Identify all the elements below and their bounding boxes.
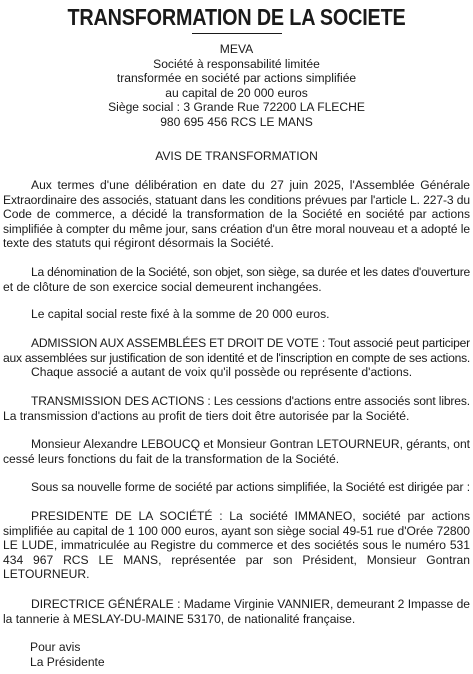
paragraph-line: Chaque associé a autant de voix qu'il possède ou représente d'actions.	[31, 365, 413, 380]
paragraph-voting-rights	[3, 336, 470, 380]
paragraph-line: La dénomination de la Société, son objet, son siège, sa durée et les dates d'ouverture	[31, 265, 470, 279]
paragraph-line: Extraordinaire des associés, statuant dans les conditions prévues par l'article L. 227-3 du	[3, 192, 470, 207]
company-form: Société à responsabilité limitée	[153, 56, 320, 71]
paragraph-general-director	[3, 597, 470, 626]
notice-heading: AVIS DE TRANSFORMATION	[155, 149, 318, 163]
paragraph-line: PRESIDENTE DE LA SOCIÉTÉ : La société IMMANEO, société par actions	[31, 509, 470, 523]
paragraph-share-transfer	[3, 394, 470, 423]
paragraph-line: Code de commerce, a décidé la transformation de la Société en société par actions	[3, 207, 470, 222]
paragraph-line: Le capital social reste fixé à la somme de 20 000 euros.	[31, 307, 330, 321]
company-address: Siège social : 3 Grande Rue 72200 LA FLECHE	[108, 100, 365, 115]
paragraph-line: Monsieur Alexandre LEBOUCQ et Monsieur Gontran LETOURNEUR, gérants, ont	[31, 437, 470, 451]
paragraph-line: simplifiée à compter du même jour, sans création d'un être moral nouveau et a adopté le	[3, 221, 470, 236]
paragraph-direction	[3, 480, 470, 495]
paragraph-line: LETOURNEUR.	[3, 567, 90, 582]
company-registration: 980 695 456 RCS LE MANS	[160, 114, 313, 129]
paragraph-line: la tannerie à MESLAY-DU-MAINE 53170, de nationalité française.	[3, 611, 356, 626]
paragraph-line: Aux termes d'une délibération en date du 27 juin 2025, l'Assemblée Générale	[31, 178, 470, 192]
paragraph-line: La transmission d'actions au profit de tiers doit être autorisée par la Société.	[3, 408, 410, 423]
paragraph-line: LE LUDE, immatriculée au Registre du commerce et des sociétés sous le numéro 531	[3, 538, 470, 553]
notice-title: TRANSFORMATION DE LA SOCIETE	[67, 4, 406, 30]
paragraph-line: DIRECTRICE GÉNÉRALE : Madame Virginie VANNIER, demeurant 2 Impasse de	[31, 597, 470, 611]
paragraph-line: et de clôture de son exercice social demeurent inchangées.	[3, 279, 322, 294]
paragraph-line: Sous sa nouvelle forme de société par actions simplifiée, la Société est dirigée par :	[31, 480, 470, 494]
paragraph-line: TRANSMISSION DES ACTIONS : Les cessions d'actions entre associés sont libres.	[31, 394, 470, 408]
paragraph-line: texte des statuts qui régiront désormais la Société.	[3, 236, 274, 251]
company-capital: au capital de 20 000 euros	[165, 85, 308, 100]
company-name: MEVA	[219, 42, 254, 56]
signature-block	[30, 640, 105, 669]
company-header	[0, 42, 473, 130]
paragraph-line: 434 967 RCS LE MANS, représentée par son Président, Monsieur Gontran	[3, 552, 470, 567]
signature-line-pour-avis: Pour avis	[30, 640, 81, 654]
paragraph-capital	[3, 307, 470, 322]
paragraph-line: aux assemblées sur justification de son identité et de l'inscription en compte de ses actions.	[3, 350, 470, 365]
paragraph-deliberation	[3, 178, 470, 251]
paragraph-unchanged	[3, 265, 470, 294]
signature-line-presidente: La Présidente	[30, 654, 105, 669]
paragraph-line: ADMISSION AUX ASSEMBLÉES ET DROIT DE VOTE : Tout associé peut participer	[31, 336, 470, 350]
paragraph-line: simplifiée au capital de 1 100 000 euros, ayant son siège social 49-51 rue d'Orée 72800	[3, 523, 470, 538]
company-transformation: transformée en société par actions simplifiée	[116, 71, 357, 86]
paragraph-managers	[3, 437, 470, 466]
paragraph-line: cessé leurs fonctions du fait de la transformation de la Société.	[3, 451, 340, 466]
title-divider	[192, 33, 282, 34]
paragraph-president	[3, 509, 470, 582]
